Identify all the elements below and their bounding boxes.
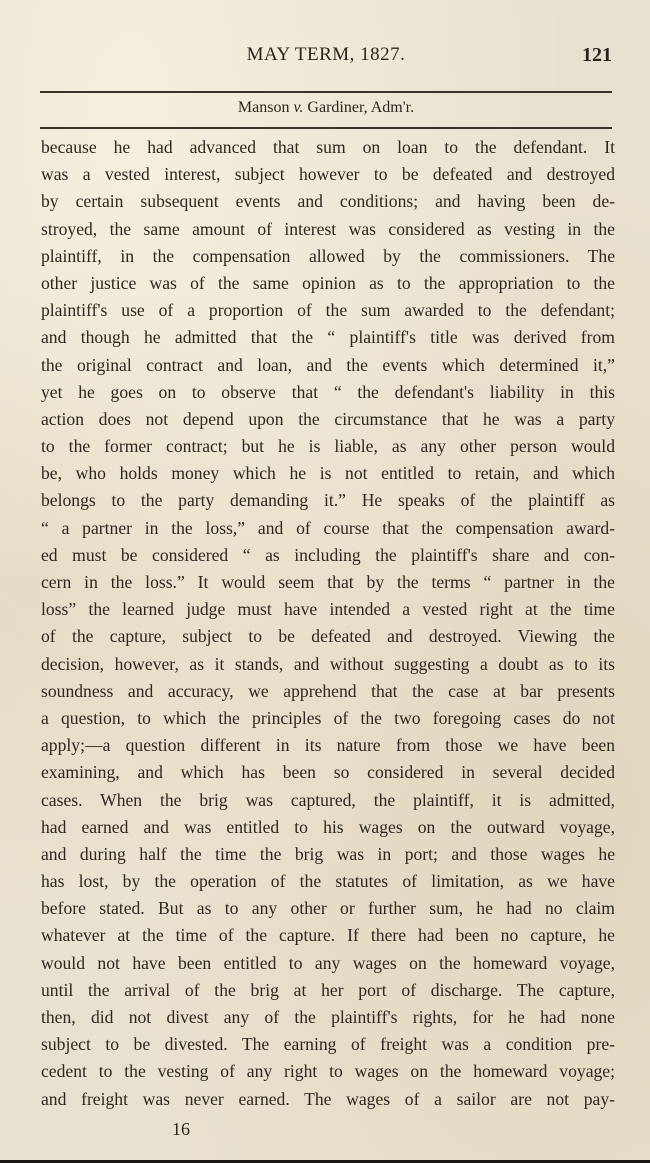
text-line: stroyed, the same amount of interest was considered as vesting in the [41, 218, 615, 239]
case-title-versus: v. [293, 99, 304, 116]
text-line: before stated. But as to any other or further sum, he had no claim [41, 898, 615, 919]
running-title: MAY TERM, 1827. [246, 44, 406, 65]
text-line: would not have been entitled to any wages on the homeward voyage, [41, 952, 615, 973]
text-line: by certain subsequent events and conditions; and having been de- [41, 191, 615, 212]
running-head [40, 44, 612, 68]
text-line: of the capture, subject to be defeated and destroyed. Viewing the [41, 626, 615, 647]
text-line: other justice was of the same opinion as to the appropriation to the [41, 272, 615, 293]
text-line: decision, however, as it stands, and without suggesting a doubt as to its [41, 653, 615, 674]
signature-mark: 16 [172, 1119, 190, 1139]
text-line: the original contract and loan, and the events which determined it,” [41, 354, 615, 375]
text-line: and though he admitted that the “ plaintiff's title was derived from [41, 327, 615, 348]
text-line: cases. When the brig was captured, the plaintiff, it is admitted, [41, 789, 615, 810]
text-line: to the former contract; but he is liable, as any other person would [41, 436, 615, 457]
text-line: soundness and accuracy, we apprehend that the case at bar presents [41, 680, 615, 701]
text-line: belongs to the party demanding it.” He speaks of the plaintiff as [41, 490, 615, 511]
text-line: yet he goes on to observe that “ the defendant's liability in this [41, 381, 615, 402]
body-text [41, 134, 615, 1113]
text-line: plaintiff's use of a proportion of the sum awarded to the defendant; [41, 300, 615, 321]
text-line: then, did not divest any of the plaintiff's rights, for he had none [41, 1007, 615, 1027]
text-line: subject to be divested. The earning of freight was a condition pre- [41, 1034, 615, 1055]
text-line: cern in the loss.” It would seem that by the terms “ partner in the [41, 572, 615, 592]
text-line: had earned and was entitled to his wages on the outward voyage, [41, 816, 615, 837]
text-line: be, who holds money which he is not entitled to retain, and which [41, 463, 615, 484]
text-line: “ a partner in the loss,” and of course that the compensation award- [41, 517, 615, 538]
text-line: and freight was never earned. The wages of a sailor are not pay- [41, 1088, 615, 1109]
text-line: whatever at the time of the capture. If there had been no capture, he [41, 925, 615, 946]
text-line: loss” the learned judge must have intended a vested right at the time [41, 599, 615, 620]
text-line: a question, to which the principles of the two foregoing cases do not [41, 707, 615, 728]
text-line: plaintiff, in the compensation allowed by the commissioners. The [41, 245, 615, 266]
case-title-plaintiff: Manson [237, 99, 294, 116]
text-line: cedent to the vesting of any right to wages on the homeward voyage; [41, 1061, 615, 1082]
text-line: examining, and which has been so considered in several decided [41, 762, 615, 783]
header-rule-bottom [40, 127, 612, 129]
text-line: action does not depend upon the circumstance that he was a party [41, 408, 615, 429]
text-line: because he had advanced that sum on loan to the defendant. It [41, 137, 615, 157]
text-line: until the arrival of the brig at her port of discharge. The capture, [41, 979, 615, 1000]
text-line: ed must be considered “ as including the plaintiff's share and con- [41, 544, 615, 565]
case-title-defendant: Gardiner, Adm'r. [303, 99, 415, 116]
text-line: was a vested interest, subject however to be defeated and destroyed [41, 164, 615, 185]
header-rule-top [40, 91, 612, 93]
case-title [40, 99, 612, 117]
text-line: apply;—a question different in its nature from those we have been [41, 735, 615, 756]
page-number: 121 [582, 44, 612, 66]
text-line: has lost, by the operation of the statutes of limitation, as we have [41, 871, 615, 892]
text-line: and during half the time the brig was in port; and those wages he [41, 843, 615, 864]
